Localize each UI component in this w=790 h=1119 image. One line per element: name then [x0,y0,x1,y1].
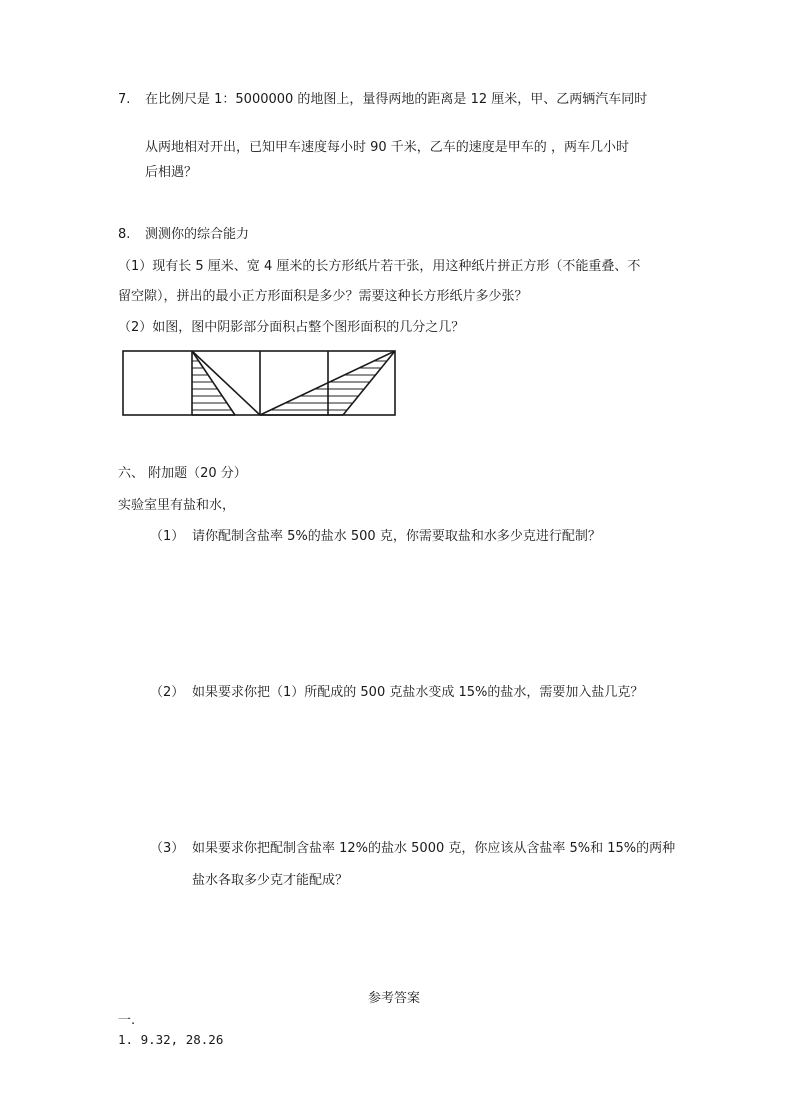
answers-line1: 1. 9.32, 28.26 [118,1032,224,1047]
q8-part2: （2）如图，图中阴影部分面积占整个图形面积的几分之几？ [118,320,465,335]
q8-part1-line1: （1）现有长 5 厘米、宽 4 厘米的长方形纸片若干张，用这种纸片拼正方形（不能重叠、不 [118,259,641,274]
shaded-area-figure [120,348,400,420]
q8-title: 测测你的综合能力 [145,227,250,242]
item2-number: （2） [150,685,185,700]
section6-intro: 实验室里有盐和水， [118,498,236,513]
item3-text: 如果要求你把配制含盐率 12%的盐水 5000 克，你应该从含盐率 5%和 15%的两种 [192,841,676,856]
q7-number: 7. [118,92,131,107]
answers-section: 一. [118,1013,136,1028]
item3-number: （3） [150,841,185,856]
item1-text: 请你配制含盐率 5%的盐水 500 克，你需要取盐和水多少克进行配制？ [192,529,601,544]
q8-part1-line2: 留空隙），拼出的最小正方形面积是多少？需要这种长方形纸片多少张？ [118,289,528,304]
q8-number: 8. [118,227,131,242]
answers-heading: 参考答案 [368,991,421,1006]
q7-line3: 后相遇？ [145,165,198,180]
item1-number: （1） [150,529,185,544]
q7-line1: 在比例尺是 1：5000000 的地图上，量得两地的距离是 12 厘米，甲、乙两辆汽车同时 [145,92,648,107]
figure-outline [123,351,395,415]
q7-line2: 从两地相对开出，已知甲车速度每小时 90 千米，乙车的速度是甲车的 ，两车几小时 [145,140,629,155]
section6-heading: 六、 附加题（20 分） [118,466,247,481]
item3-text-line2: 盐水各取多少克才能配成？ [192,873,349,888]
item2-text: 如果要求你把（1）所配成的 500 克盐水变成 15%的盐水，需要加入盐几克？ [192,685,644,700]
shaded-triangle-right [250,361,400,410]
